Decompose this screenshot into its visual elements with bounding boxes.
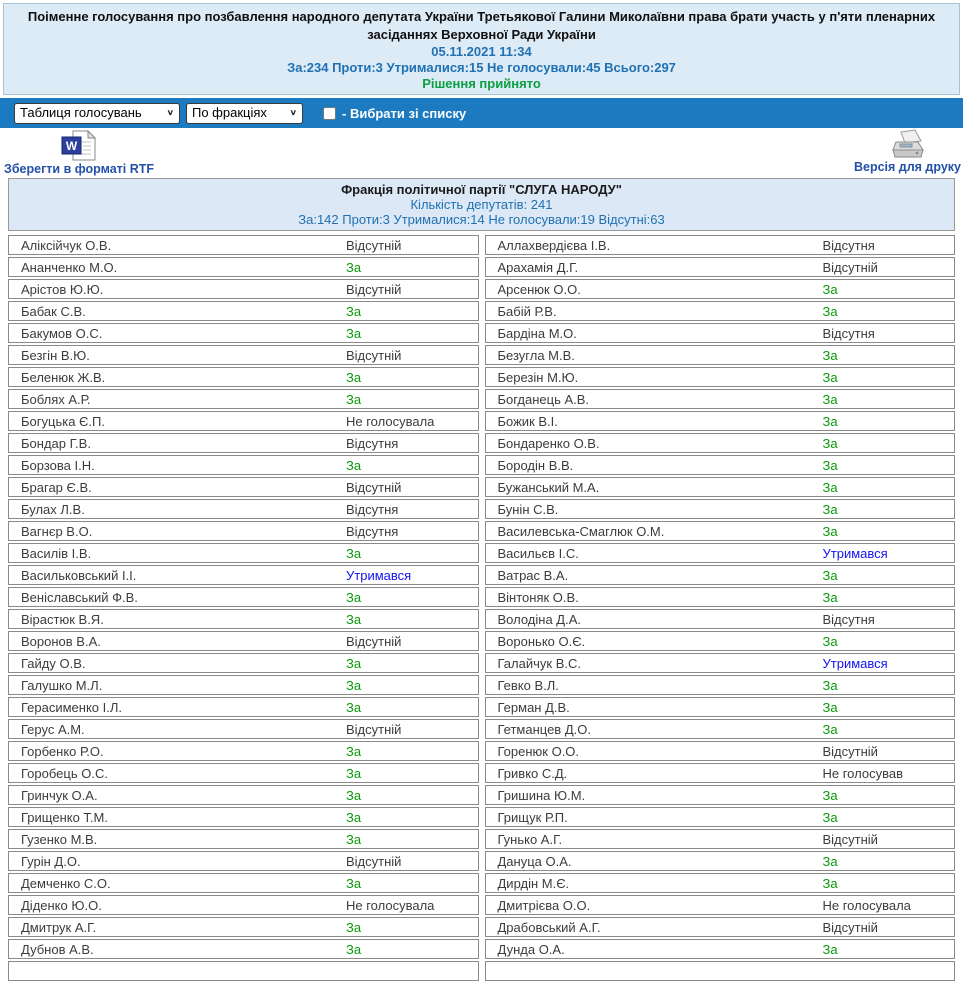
deputy-row bbox=[485, 675, 956, 695]
select-from-list-label: - Вибрати зі списку bbox=[342, 105, 467, 121]
deputy-name: Бакумов О.С. bbox=[21, 325, 103, 341]
deputy-name: Драбовський А.Г. bbox=[497, 919, 601, 935]
deputy-row bbox=[8, 455, 479, 475]
vote-value: За bbox=[346, 391, 362, 407]
deputy-name: Бондар Г.В. bbox=[21, 435, 91, 451]
deputy-name: Вірастюк В.Я. bbox=[21, 611, 104, 627]
deputy-row bbox=[485, 301, 956, 321]
deputy-name: Вагнєр В.О. bbox=[21, 523, 93, 539]
deputy-row bbox=[485, 433, 956, 453]
vote-value: За bbox=[346, 941, 362, 957]
select-from-list-checkbox[interactable] bbox=[323, 107, 336, 120]
print-version-button[interactable] bbox=[854, 128, 961, 174]
deputy-row bbox=[485, 785, 956, 805]
deputy-row bbox=[485, 829, 956, 849]
vote-value: За bbox=[346, 809, 362, 825]
vote-value: За bbox=[822, 809, 838, 825]
vote-value: За bbox=[822, 699, 838, 715]
vote-value: Відсутній bbox=[822, 919, 878, 935]
vote-value: За bbox=[346, 545, 362, 561]
print-version-label: Версія для друку bbox=[853, 160, 961, 174]
deputy-row bbox=[8, 477, 479, 497]
deputy-name: Бужанський М.А. bbox=[497, 479, 600, 495]
vote-value: Не голосувала bbox=[346, 413, 435, 429]
deputy-name: Галушко М.Л. bbox=[21, 677, 103, 693]
vote-value: Відсутня bbox=[346, 435, 399, 451]
vote-value: Відсутній bbox=[346, 347, 402, 363]
deputy-name: Гетманцев Д.О. bbox=[497, 721, 591, 737]
fraction-header bbox=[8, 178, 955, 231]
deputy-row bbox=[8, 807, 479, 827]
deputy-row bbox=[485, 895, 956, 915]
vote-value: За bbox=[346, 369, 362, 385]
deputy-row bbox=[8, 653, 479, 673]
deputy-name: Арсенюк О.О. bbox=[497, 281, 581, 297]
deputy-name: Бабій Р.В. bbox=[497, 303, 557, 319]
deputy-name: Василів І.В. bbox=[21, 545, 92, 561]
vote-value: За bbox=[822, 435, 838, 451]
vote-value: За bbox=[346, 677, 362, 693]
save-rtf-button[interactable] bbox=[4, 130, 154, 176]
deputy-name: Грищенко Т.М. bbox=[21, 809, 108, 825]
deputy-row bbox=[485, 455, 956, 475]
deputy-row bbox=[485, 719, 956, 739]
deputy-row bbox=[485, 631, 956, 651]
vote-value: За bbox=[822, 567, 838, 583]
vote-decision-status: Рішення прийнято bbox=[422, 76, 541, 91]
vote-value: За bbox=[346, 457, 362, 473]
vote-value: За bbox=[822, 875, 838, 891]
vote-value: За bbox=[346, 787, 362, 803]
vote-value: Не голосувала bbox=[346, 897, 435, 913]
vote-value: За bbox=[822, 479, 838, 495]
deputy-row bbox=[485, 939, 956, 959]
deputy-row bbox=[8, 895, 479, 915]
vote-title: Поіменне голосування про позбавлення народного депутата України Третьякової Галини Миколаївни права брати участь у п'яти пленарних засіданнях Верховної Ради України bbox=[27, 9, 936, 42]
deputy-row bbox=[8, 323, 479, 343]
vote-value: За bbox=[346, 303, 362, 319]
vote-value: Відсутній bbox=[346, 479, 402, 495]
vote-value: Відсутня bbox=[822, 325, 875, 341]
deputy-name: Арістов Ю.Ю. bbox=[21, 281, 104, 297]
deputy-row bbox=[485, 367, 956, 387]
vote-value: Утримався bbox=[822, 545, 888, 561]
deputy-row bbox=[485, 741, 956, 761]
deputy-name: Галайчук В.С. bbox=[497, 655, 581, 671]
view-mode-select-wrap bbox=[14, 103, 180, 124]
deputy-name: Васильковський І.І. bbox=[21, 567, 137, 583]
deputy-row bbox=[485, 587, 956, 607]
deputy-name: Богданець А.В. bbox=[497, 391, 590, 407]
deputy-row bbox=[485, 257, 956, 277]
vote-value: Не голосував bbox=[822, 765, 903, 781]
deputy-name: Володіна Д.А. bbox=[497, 611, 581, 627]
deputy-row bbox=[8, 279, 479, 299]
deputy-name: Аллахвердієва І.В. bbox=[497, 237, 611, 253]
fraction-deputy-count: Кількість депутатів: 241 bbox=[410, 197, 553, 212]
deputy-name: Горенюк О.О. bbox=[497, 743, 580, 759]
vote-value: За bbox=[822, 941, 838, 957]
deputy-row bbox=[8, 939, 479, 959]
deputy-name: Брагар Є.В. bbox=[21, 479, 92, 495]
deputy-row bbox=[8, 389, 479, 409]
deputy-row bbox=[8, 543, 479, 563]
deputy-row bbox=[485, 917, 956, 937]
vote-value: Відсутній bbox=[822, 831, 878, 847]
deputy-name: Ананченко М.О. bbox=[21, 259, 118, 275]
deputy-row bbox=[8, 587, 479, 607]
deputy-row bbox=[8, 609, 479, 629]
deputy-name: Герус А.М. bbox=[21, 721, 85, 737]
deputy-row bbox=[485, 235, 956, 255]
deputy-name: Гайду О.В. bbox=[21, 655, 86, 671]
deputy-row bbox=[8, 873, 479, 893]
deputy-name: Герасименко І.Л. bbox=[21, 699, 123, 715]
vote-value: За bbox=[822, 413, 838, 429]
vote-datetime: 05.11.2021 11:34 bbox=[431, 44, 532, 59]
deputy-name: Бардіна М.О. bbox=[497, 325, 577, 341]
deputy-row bbox=[485, 697, 956, 717]
deputy-name: Бондаренко О.В. bbox=[497, 435, 600, 451]
grouping-select[interactable] bbox=[186, 103, 303, 124]
deputy-row bbox=[8, 301, 479, 321]
deputy-name: Гринчук О.А. bbox=[21, 787, 98, 803]
deputy-name: Богуцька Є.П. bbox=[21, 413, 105, 429]
deputy-name: Дирдін М.Є. bbox=[497, 875, 570, 891]
deputy-row bbox=[485, 411, 956, 431]
deputy-row bbox=[8, 565, 479, 585]
deputy-row bbox=[8, 675, 479, 695]
deputy-row bbox=[485, 807, 956, 827]
deputy-name: Діденко Ю.О. bbox=[21, 897, 102, 913]
svg-text:W: W bbox=[65, 139, 78, 153]
vote-value: За bbox=[822, 281, 838, 297]
vote-value: Відсутня bbox=[346, 523, 399, 539]
vote-value: За bbox=[346, 875, 362, 891]
vote-value: За bbox=[346, 325, 362, 341]
deputy-row bbox=[8, 235, 479, 255]
deputy-name: Бабак С.В. bbox=[21, 303, 86, 319]
word-document-icon bbox=[61, 130, 97, 161]
vote-value: За bbox=[822, 633, 838, 649]
vote-totals: За:234 Проти:3 Утрималися:15 Не голосували:45 Всього:297 bbox=[287, 60, 676, 75]
deputy-row bbox=[485, 543, 956, 563]
vote-value: Відсутній bbox=[822, 743, 878, 759]
deputy-row bbox=[485, 609, 956, 629]
toolbar bbox=[0, 98, 963, 128]
view-mode-select[interactable] bbox=[14, 103, 180, 124]
deputy-row bbox=[8, 741, 479, 761]
deputy-row bbox=[8, 917, 479, 937]
deputy-row bbox=[485, 653, 956, 673]
vote-value: Відсутня bbox=[822, 237, 875, 253]
votes-column-left bbox=[8, 235, 479, 983]
vote-value: За bbox=[346, 589, 362, 605]
deputy-name: Горобець О.С. bbox=[21, 765, 108, 781]
deputy-row bbox=[485, 477, 956, 497]
deputy-row bbox=[485, 499, 956, 519]
deputy-name: Божик В.І. bbox=[497, 413, 558, 429]
deputy-name: Беленюк Ж.В. bbox=[21, 369, 106, 385]
vote-value: Відсутній bbox=[346, 853, 402, 869]
deputy-row bbox=[8, 631, 479, 651]
deputy-row bbox=[485, 323, 956, 343]
votes-table bbox=[8, 235, 955, 983]
vote-value: Відсутній bbox=[346, 237, 402, 253]
actions-row bbox=[0, 128, 963, 175]
vote-value: Не голосувала bbox=[822, 897, 911, 913]
vote-value: За bbox=[346, 611, 362, 627]
save-rtf-label: Зберегти в форматі RTF bbox=[4, 162, 155, 176]
vote-value: За bbox=[822, 501, 838, 517]
deputy-name: Борзова І.Н. bbox=[21, 457, 95, 473]
deputy-row bbox=[485, 521, 956, 541]
vote-value: Відсутня bbox=[822, 611, 875, 627]
fraction-title: Фракція політичної партії "СЛУГА НАРОДУ" bbox=[341, 182, 622, 197]
deputy-name: Арахамія Д.Г. bbox=[497, 259, 579, 275]
deputy-name: Дмитрук А.Г. bbox=[21, 919, 97, 935]
vote-value: За bbox=[822, 369, 838, 385]
vote-value: За bbox=[346, 259, 362, 275]
vote-value: За bbox=[822, 589, 838, 605]
deputy-row bbox=[8, 499, 479, 519]
deputy-row bbox=[485, 345, 956, 365]
deputy-name: Аліксійчук О.В. bbox=[21, 237, 112, 253]
vote-value: Відсутня bbox=[346, 501, 399, 517]
deputy-name: Булах Л.В. bbox=[21, 501, 85, 517]
deputy-row bbox=[8, 367, 479, 387]
deputy-row bbox=[485, 565, 956, 585]
printer-icon bbox=[888, 128, 926, 159]
vote-value: За bbox=[822, 853, 838, 869]
deputy-name: Вінтоняк О.В. bbox=[497, 589, 579, 605]
deputy-row bbox=[8, 345, 479, 365]
fraction-vote-stats: За:142 Проти:3 Утрималися:14 Не голосували:19 Відсутні:63 bbox=[298, 212, 665, 227]
deputy-row bbox=[485, 851, 956, 871]
deputy-name: Дунда О.А. bbox=[497, 941, 565, 957]
deputy-name: Горбенко Р.О. bbox=[21, 743, 104, 759]
deputy-row bbox=[8, 785, 479, 805]
vote-value: За bbox=[822, 391, 838, 407]
deputy-name: Безугла М.В. bbox=[497, 347, 575, 363]
vote-value: Відсутній bbox=[346, 721, 402, 737]
deputy-name: Воронов В.А. bbox=[21, 633, 101, 649]
deputy-row bbox=[8, 697, 479, 717]
deputy-name: Василевська-Смаглюк О.М. bbox=[497, 523, 665, 539]
deputy-row bbox=[485, 389, 956, 409]
grouping-select-wrap bbox=[186, 103, 303, 124]
vote-value: За bbox=[346, 743, 362, 759]
vote-value: Утримався bbox=[822, 655, 888, 671]
deputy-name: Гривко С.Д. bbox=[497, 765, 568, 781]
deputy-row bbox=[485, 763, 956, 783]
deputy-row bbox=[8, 257, 479, 277]
deputy-row bbox=[8, 763, 479, 783]
vote-value: За bbox=[822, 721, 838, 737]
deputy-name: Васильєв І.С. bbox=[497, 545, 579, 561]
deputy-name: Безгін В.Ю. bbox=[21, 347, 90, 363]
vote-value: За bbox=[346, 765, 362, 781]
deputy-row bbox=[8, 433, 479, 453]
vote-value: За bbox=[822, 303, 838, 319]
deputy-name: Демченко С.О. bbox=[21, 875, 111, 891]
deputy-name: Березін М.Ю. bbox=[497, 369, 579, 385]
vote-value: За bbox=[346, 655, 362, 671]
deputy-name: Бунін С.В. bbox=[497, 501, 559, 517]
deputy-name: Бородін В.В. bbox=[497, 457, 574, 473]
deputy-name: Воронько О.Є. bbox=[497, 633, 586, 649]
vote-value: За bbox=[346, 699, 362, 715]
vote-value: Відсутній bbox=[346, 281, 402, 297]
deputy-row bbox=[8, 829, 479, 849]
deputy-name: Гришина Ю.М. bbox=[497, 787, 586, 803]
vote-value: Утримався bbox=[346, 567, 412, 583]
deputy-name: Веніславський Ф.В. bbox=[21, 589, 138, 605]
deputy-row bbox=[8, 851, 479, 871]
deputy-name: Герман Д.В. bbox=[497, 699, 570, 715]
vote-value: За bbox=[822, 457, 838, 473]
deputy-name: Гузенко М.В. bbox=[21, 831, 98, 847]
deputy-name: Гевко В.Л. bbox=[497, 677, 559, 693]
deputy-name: Боблях А.Р. bbox=[21, 391, 91, 407]
vote-value: За bbox=[822, 523, 838, 539]
vote-value: За bbox=[346, 919, 362, 935]
vote-summary-panel bbox=[3, 3, 960, 95]
deputy-row bbox=[8, 411, 479, 431]
deputy-name: Дмитрієва О.О. bbox=[497, 897, 591, 913]
deputy-row bbox=[485, 279, 956, 299]
vote-value: Відсутній bbox=[822, 259, 878, 275]
deputy-name: Грищук Р.П. bbox=[497, 809, 568, 825]
deputy-row bbox=[485, 873, 956, 893]
deputy-name: Гурін Д.О. bbox=[21, 853, 81, 869]
vote-value: Відсутній bbox=[346, 633, 402, 649]
deputy-row bbox=[8, 521, 479, 541]
vote-value: За bbox=[822, 787, 838, 803]
deputy-row bbox=[8, 719, 479, 739]
vote-value: За bbox=[346, 831, 362, 847]
deputy-row-partial bbox=[8, 961, 479, 981]
votes-column-right bbox=[485, 235, 956, 983]
deputy-row-partial bbox=[485, 961, 956, 981]
deputy-name: Гунько А.Г. bbox=[497, 831, 563, 847]
deputy-name: Дануца О.А. bbox=[497, 853, 572, 869]
vote-value: За bbox=[822, 347, 838, 363]
deputy-name: Ватрас В.А. bbox=[497, 567, 569, 583]
vote-value: За bbox=[822, 677, 838, 693]
deputy-name: Дубнов А.В. bbox=[21, 941, 94, 957]
